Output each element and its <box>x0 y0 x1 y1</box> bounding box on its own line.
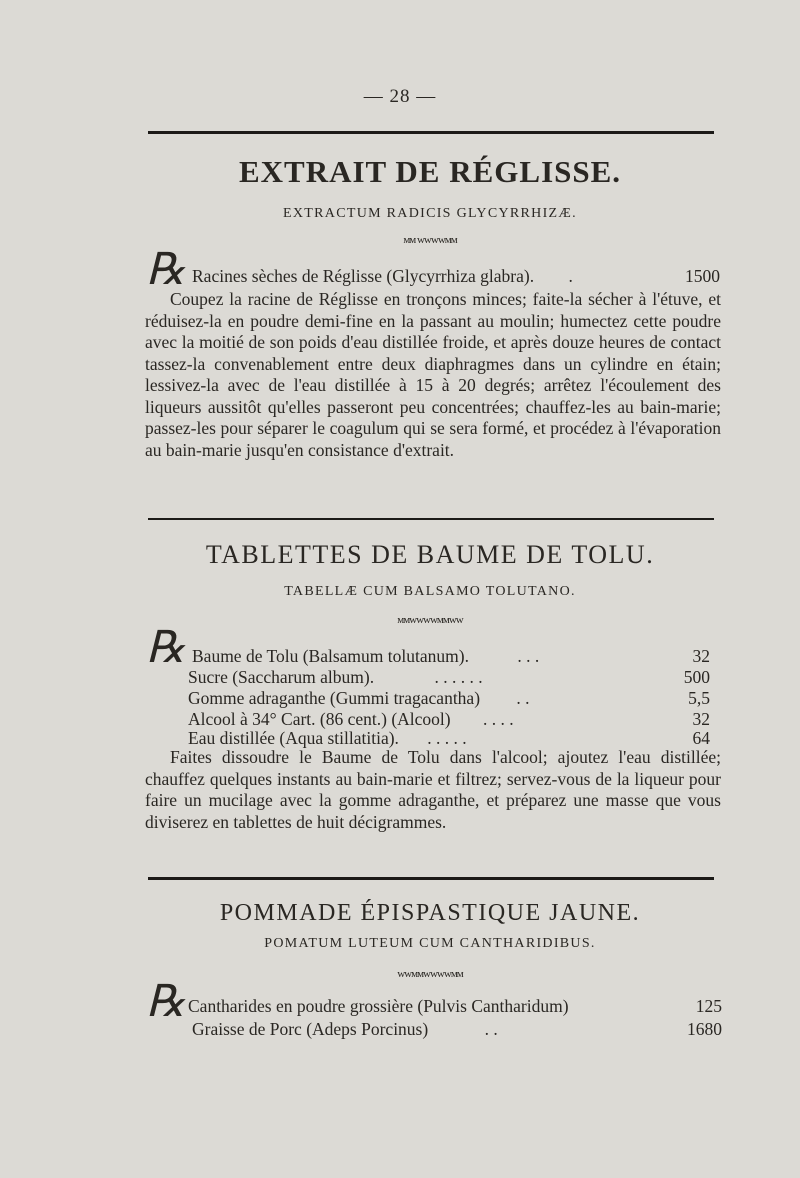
leader-dots: . . . . . <box>427 728 467 748</box>
section-divider <box>148 131 714 134</box>
ornament-divider: ᴡᴡᴍᴍᴡᴡᴡᴡᴍᴍ <box>397 968 463 980</box>
leader-dots: . . . . <box>483 709 514 729</box>
ingredient-quantity: 32 <box>692 709 710 729</box>
section-title-extrait-de-reglisse: EXTRAIT DE RÉGLISSE. <box>238 154 622 189</box>
ingredient-text: Sucre (Saccharum album). <box>188 667 375 687</box>
recipe-symbol-icon: ℞ <box>146 623 186 672</box>
leader-dots: . . <box>516 688 530 708</box>
ingredient-text: Racines sèches de Réglisse (Glycyrrhiza glabra). <box>192 266 535 286</box>
ornament-divider: ᴍᴍᴡᴡᴡᴡᴍᴍᴡᴡ <box>397 614 463 626</box>
ingredient-quantity: 1500 <box>685 266 720 286</box>
latin-subtitle: TABELLÆ CUM BALSAMO TOLUTANO. <box>284 584 576 599</box>
latin-subtitle: POMATUM LUTEUM CUM CANTHARIDIBUS. <box>264 936 596 951</box>
ingredient-quantity: 125 <box>695 996 722 1016</box>
ingredient-line <box>192 266 573 287</box>
ingredient-text: Baume de Tolu (Balsamum tolutanum). <box>192 646 469 666</box>
recipe-symbol-icon: ℞ <box>146 977 186 1026</box>
preparation-paragraph: Faites dissoudre le Baume de Tolu dans l'alcool; ajoutez l'eau distillée; chauffez quelques instants au bain-marie et filtrez; servez-vous de la liqueur pour faire un mucilage avec la gomme adraganthe, et préparez une masse que vous diviserez en tablettes de huit décigrammes. <box>145 747 721 832</box>
ingredient-text: Eau distillée (Aqua stillatitia). <box>188 728 399 748</box>
ingredient-quantity: 64 <box>692 728 710 748</box>
ingredient-text: Alcool à 34° Cart. (86 cent.) (Alcool) <box>188 709 451 729</box>
ingredient-text: Gomme adraganthe (Gummi tragacantha) <box>188 688 481 708</box>
page-number: — 28 — <box>363 86 437 107</box>
ingredient-line <box>188 996 569 1017</box>
leader-dots: . . . <box>517 646 540 666</box>
ingredient-quantity: 5,5 <box>688 688 710 708</box>
ingredient-line <box>188 728 467 749</box>
ingredient-line <box>188 688 530 709</box>
ingredient-line <box>192 646 539 667</box>
section-title-tablettes-de-baume-de-tolu: TABLETTES DE BAUME DE TOLU. <box>205 540 655 569</box>
ingredient-quantity: 32 <box>692 646 710 666</box>
recipe-symbol-icon: ℞ <box>146 245 186 294</box>
preparation-paragraph: Coupez la racine de Réglisse en tronçons minces; faite-la sécher à l'étuve, et réduisez-la en poudre demi-fine en la passant au moulin; humectez cette poudre avec la moitié de son poids d'eau distillée froide, et après douze heures de contact tassez-la convenablement entre deux diaphragmes dans un cylindre en étain; lessivez-la avec de l'eau distillée à 15 à 20 degrés; arrêtez l'écoulement des liqueurs aussitôt qu'elles passeront peu concentrées; chauffez-les au bain-marie; passez-les pour séparer le coagulum qui se sera formé, et procédez à l'évaporation au bain-marie jusqu'en consistance d'extrait. <box>145 289 721 460</box>
ingredient-text: Graisse de Porc (Adeps Porcinus) <box>192 1019 429 1039</box>
ingredient-quantity: 500 <box>683 667 710 687</box>
leader-dots: . . . . . . <box>434 667 483 687</box>
leader-dots: . . <box>484 1019 498 1039</box>
ornament-divider: ᴍᴍ ᴡᴡᴡᴡᴍᴍ <box>403 234 457 246</box>
section-divider <box>148 877 714 880</box>
latin-subtitle: EXTRACTUM RADICIS GLYCYRRHIZÆ. <box>283 206 577 221</box>
leader-dots: . <box>568 266 573 286</box>
section-divider <box>148 518 714 520</box>
ingredient-quantity: 1680 <box>687 1019 722 1039</box>
ingredient-text: Cantharides en poudre grossière (Pulvis Cantharidum) <box>188 996 569 1016</box>
ingredient-line <box>192 1019 498 1040</box>
section-title-pommade-epispastique-jaune: POMMADE ÉPISPASTIQUE JAUNE. <box>219 900 641 926</box>
ingredient-line <box>188 667 483 688</box>
ingredient-line <box>188 709 514 730</box>
